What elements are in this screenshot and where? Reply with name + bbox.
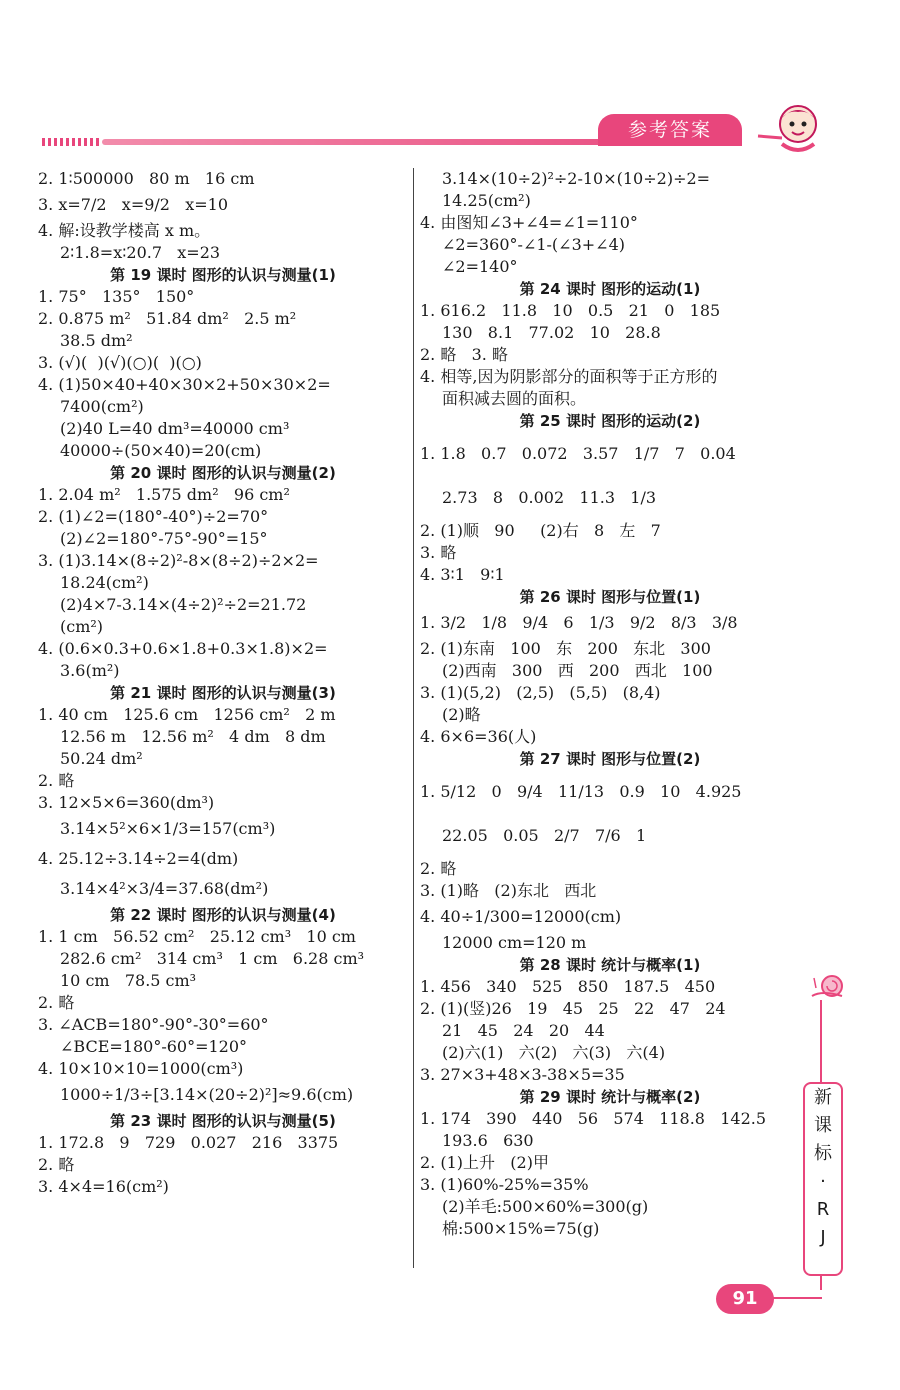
answer-line: (2)∠2=180°-75°-90°=15° <box>60 529 268 548</box>
answer-line: ∠2=140° <box>442 257 518 276</box>
answer-line: 3.14×5²×6×1/3=157(cm³) <box>60 819 276 838</box>
answer-line: 10 cm 78.5 cm³ <box>60 971 197 990</box>
answer-line: 1000÷1/3÷[3.14×(20÷2)²]≈9.6(cm) <box>60 1085 354 1104</box>
answer-line: 22.05 0.05 2/7 7/6 1 <box>442 826 647 845</box>
answer-line: 2. (1)东南 100 东 200 东北 300 <box>420 639 711 658</box>
answer-line: (2)羊毛:500×60%=300(g) <box>442 1197 649 1216</box>
answer-line: 1. 40 cm 125.6 cm 1256 cm² 2 m <box>38 705 336 724</box>
answer-line: 3. (√)( )(√)(○)( )(○) <box>38 353 202 372</box>
answer-line: 4. 6×6=36(人) <box>420 727 537 746</box>
lesson-heading: 第 27 课时 图形与位置(2) <box>519 750 701 768</box>
right-column <box>420 168 800 1240</box>
header-dash-decoration <box>42 138 102 146</box>
lesson-heading: 第 23 课时 图形的认识与测量(5) <box>110 1112 336 1130</box>
edition-tab-char: J <box>820 1227 826 1248</box>
answer-line: 2. 略 <box>38 771 75 790</box>
lesson-heading: 第 21 课时 图形的认识与测量(3) <box>110 684 336 702</box>
answer-line: 4. (0.6×0.3+0.6×1.8+0.3×1.8)×2= <box>38 639 328 658</box>
answer-line: 1. 172.8 9 729 0.027 216 3375 <box>38 1133 339 1152</box>
answer-line: 193.6 630 <box>442 1131 534 1150</box>
lesson-heading: 第 24 课时 图形的运动(1) <box>519 280 701 298</box>
answer-line: 2. (1)(竖)26 19 45 25 22 47 24 <box>420 999 726 1018</box>
answer-line: 40000÷(50×40)=20(cm) <box>60 441 262 460</box>
answer-line: 4. 3∶1 9∶1 <box>420 565 505 584</box>
answer-line: 3. (1)(5,2) (2,5) (5,5) (8,4) <box>420 683 661 702</box>
answer-line: 2. 略 <box>420 859 457 878</box>
answer-line: 面积减去圆的面积。 <box>442 389 587 408</box>
lesson-heading: 第 28 课时 统计与概率(1) <box>519 956 701 974</box>
answer-line: 3. ∠ACB=180°-90°-30°=60° <box>38 1015 269 1034</box>
answer-line: 2.73 8 0.002 11.3 1/3 <box>442 488 657 507</box>
answer-line: 2∶1.8=x∶20.7 x=23 <box>60 243 221 262</box>
answer-line: 4. 10×10×10=1000(cm³) <box>38 1059 244 1078</box>
edition-tab-char: R <box>816 1199 830 1220</box>
answer-line: 3. 12×5×6=360(dm³) <box>38 793 215 812</box>
answer-line: 3. (1)略 (2)东北 西北 <box>420 881 597 900</box>
edition-tab-char: 新 <box>814 1087 832 1108</box>
edition-tab <box>803 1082 843 1276</box>
answer-line: (2)六(1) 六(2) 六(3) 六(4) <box>442 1043 666 1062</box>
answer-line: 2. (1)顺 90 (2)右 8 左 7 <box>420 521 661 540</box>
lesson-heading: 第 19 课时 图形的认识与测量(1) <box>110 266 336 284</box>
answer-line: 50.24 dm² <box>60 749 143 768</box>
lesson-heading: 第 29 课时 统计与概率(2) <box>519 1088 701 1106</box>
answer-line: 2. 0.875 m² 51.84 dm² 2.5 m² <box>38 309 297 328</box>
answer-line: 3.14×(10÷2)²÷2-10×(10÷2)÷2= <box>442 169 711 188</box>
answer-line: 2. 略 <box>38 993 75 1012</box>
answer-line: 2. 略 <box>38 1155 75 1174</box>
answer-line: 1. 2.04 m² 1.575 dm² 96 cm² <box>38 485 290 504</box>
answer-line: 4. (1)50×40+40×30×2+50×30×2= <box>38 375 331 394</box>
answer-line: 18.24(cm²) <box>60 573 149 592</box>
answer-line: ∠2=360°-∠1-(∠3+∠4) <box>442 235 625 254</box>
answer-line: (cm²) <box>60 617 104 636</box>
answer-line: 3. x=7/2 x=9/2 x=10 <box>38 195 229 214</box>
answer-line: (2)4×7-3.14×(4÷2)²÷2=21.72 <box>60 595 307 614</box>
column-divider <box>413 168 414 1268</box>
answer-line: (2)略 <box>442 705 481 724</box>
answer-line: 3.14×4²×3/4=37.68(dm²) <box>60 879 269 898</box>
page-number: 91 <box>716 1284 774 1314</box>
answer-line: 1. 456 340 525 850 187.5 450 <box>420 977 716 996</box>
mascot-icon <box>752 100 828 158</box>
answer-line: 12000 cm=120 m <box>442 933 587 952</box>
answer-line: 3. (1)3.14×(8÷2)²-8×(8÷2)÷2×2= <box>38 551 319 570</box>
answer-line: 1. 5/12 0 9/4 11/13 0.9 10 4.925 <box>420 782 742 801</box>
edition-tab-char: · <box>820 1171 826 1192</box>
answer-line: 1. 1 cm 56.52 cm² 25.12 cm³ 10 cm <box>38 927 356 946</box>
header-tab: 参考答案 <box>598 114 742 146</box>
answer-line: 1. 3/2 1/8 9/4 6 1/3 9/2 8/3 3/8 <box>420 613 738 632</box>
edition-tab-char: 课 <box>814 1115 832 1136</box>
lesson-heading: 第 26 课时 图形与位置(1) <box>519 588 701 606</box>
answer-line: 4. 解:设教学楼高 x m。 <box>38 221 211 240</box>
answer-line: 1. 1.8 0.7 0.072 3.57 1/7 7 0.04 <box>420 444 736 463</box>
answer-line: 3. 略 <box>420 543 457 562</box>
answer-line: (2)40 L=40 dm³=40000 cm³ <box>60 419 290 438</box>
answer-line: 38.5 dm² <box>60 331 133 350</box>
answer-line: 1. 75° 135° 150° <box>38 287 195 306</box>
answer-line: 3. (1)60%-25%=35% <box>420 1175 589 1194</box>
snail-icon <box>808 970 848 1000</box>
answer-line: 2. 1∶500000 80 m 16 cm <box>38 169 255 188</box>
answer-line: 282.6 cm² 314 cm³ 1 cm 6.28 cm³ <box>60 949 365 968</box>
edition-tab-char: 标 <box>814 1143 832 1164</box>
answer-line: 4. 相等,因为阴影部分的面积等于正方形的 <box>420 367 718 386</box>
answer-line: ∠BCE=180°-60°=120° <box>60 1037 248 1056</box>
answer-line: 21 45 24 20 44 <box>442 1021 605 1040</box>
lesson-heading: 第 22 课时 图形的认识与测量(4) <box>110 906 336 924</box>
answer-line: 棉:500×15%=75(g) <box>442 1219 600 1238</box>
lesson-heading: 第 20 课时 图形的认识与测量(2) <box>110 464 336 482</box>
answer-line: 4. 40÷1/300=12000(cm) <box>420 907 622 926</box>
answer-line: 12.56 m 12.56 m² 4 dm 8 dm <box>60 727 326 746</box>
answer-line: 2. (1)上升 (2)甲 <box>420 1153 549 1172</box>
answer-line: 3. 4×4=16(cm²) <box>38 1177 169 1196</box>
answer-line: 1. 174 390 440 56 574 118.8 142.5 <box>420 1109 767 1128</box>
answer-line: 130 8.1 77.02 10 28.8 <box>442 323 661 342</box>
left-column <box>38 168 408 1198</box>
answer-line: 14.25(cm²) <box>442 191 531 210</box>
answer-line: (2)西南 300 西 200 西北 100 <box>442 661 713 680</box>
answer-line: 3.6(m²) <box>60 661 120 680</box>
answer-line: 4. 25.12÷3.14÷2=4(dm) <box>38 849 239 868</box>
answer-line: 4. 由图知∠3+∠4=∠1=110° <box>420 213 638 232</box>
answer-line: 2. 略 3. 略 <box>420 345 508 364</box>
lesson-heading: 第 25 课时 图形的运动(2) <box>519 412 701 430</box>
answer-line: 1. 616.2 11.8 10 0.5 21 0 185 <box>420 301 721 320</box>
answer-line: 2. (1)∠2=(180°-40°)÷2=70° <box>38 507 269 526</box>
answer-line: 7400(cm²) <box>60 397 144 416</box>
answer-line: 3. 27×3+48×3-38×5=35 <box>420 1065 625 1084</box>
